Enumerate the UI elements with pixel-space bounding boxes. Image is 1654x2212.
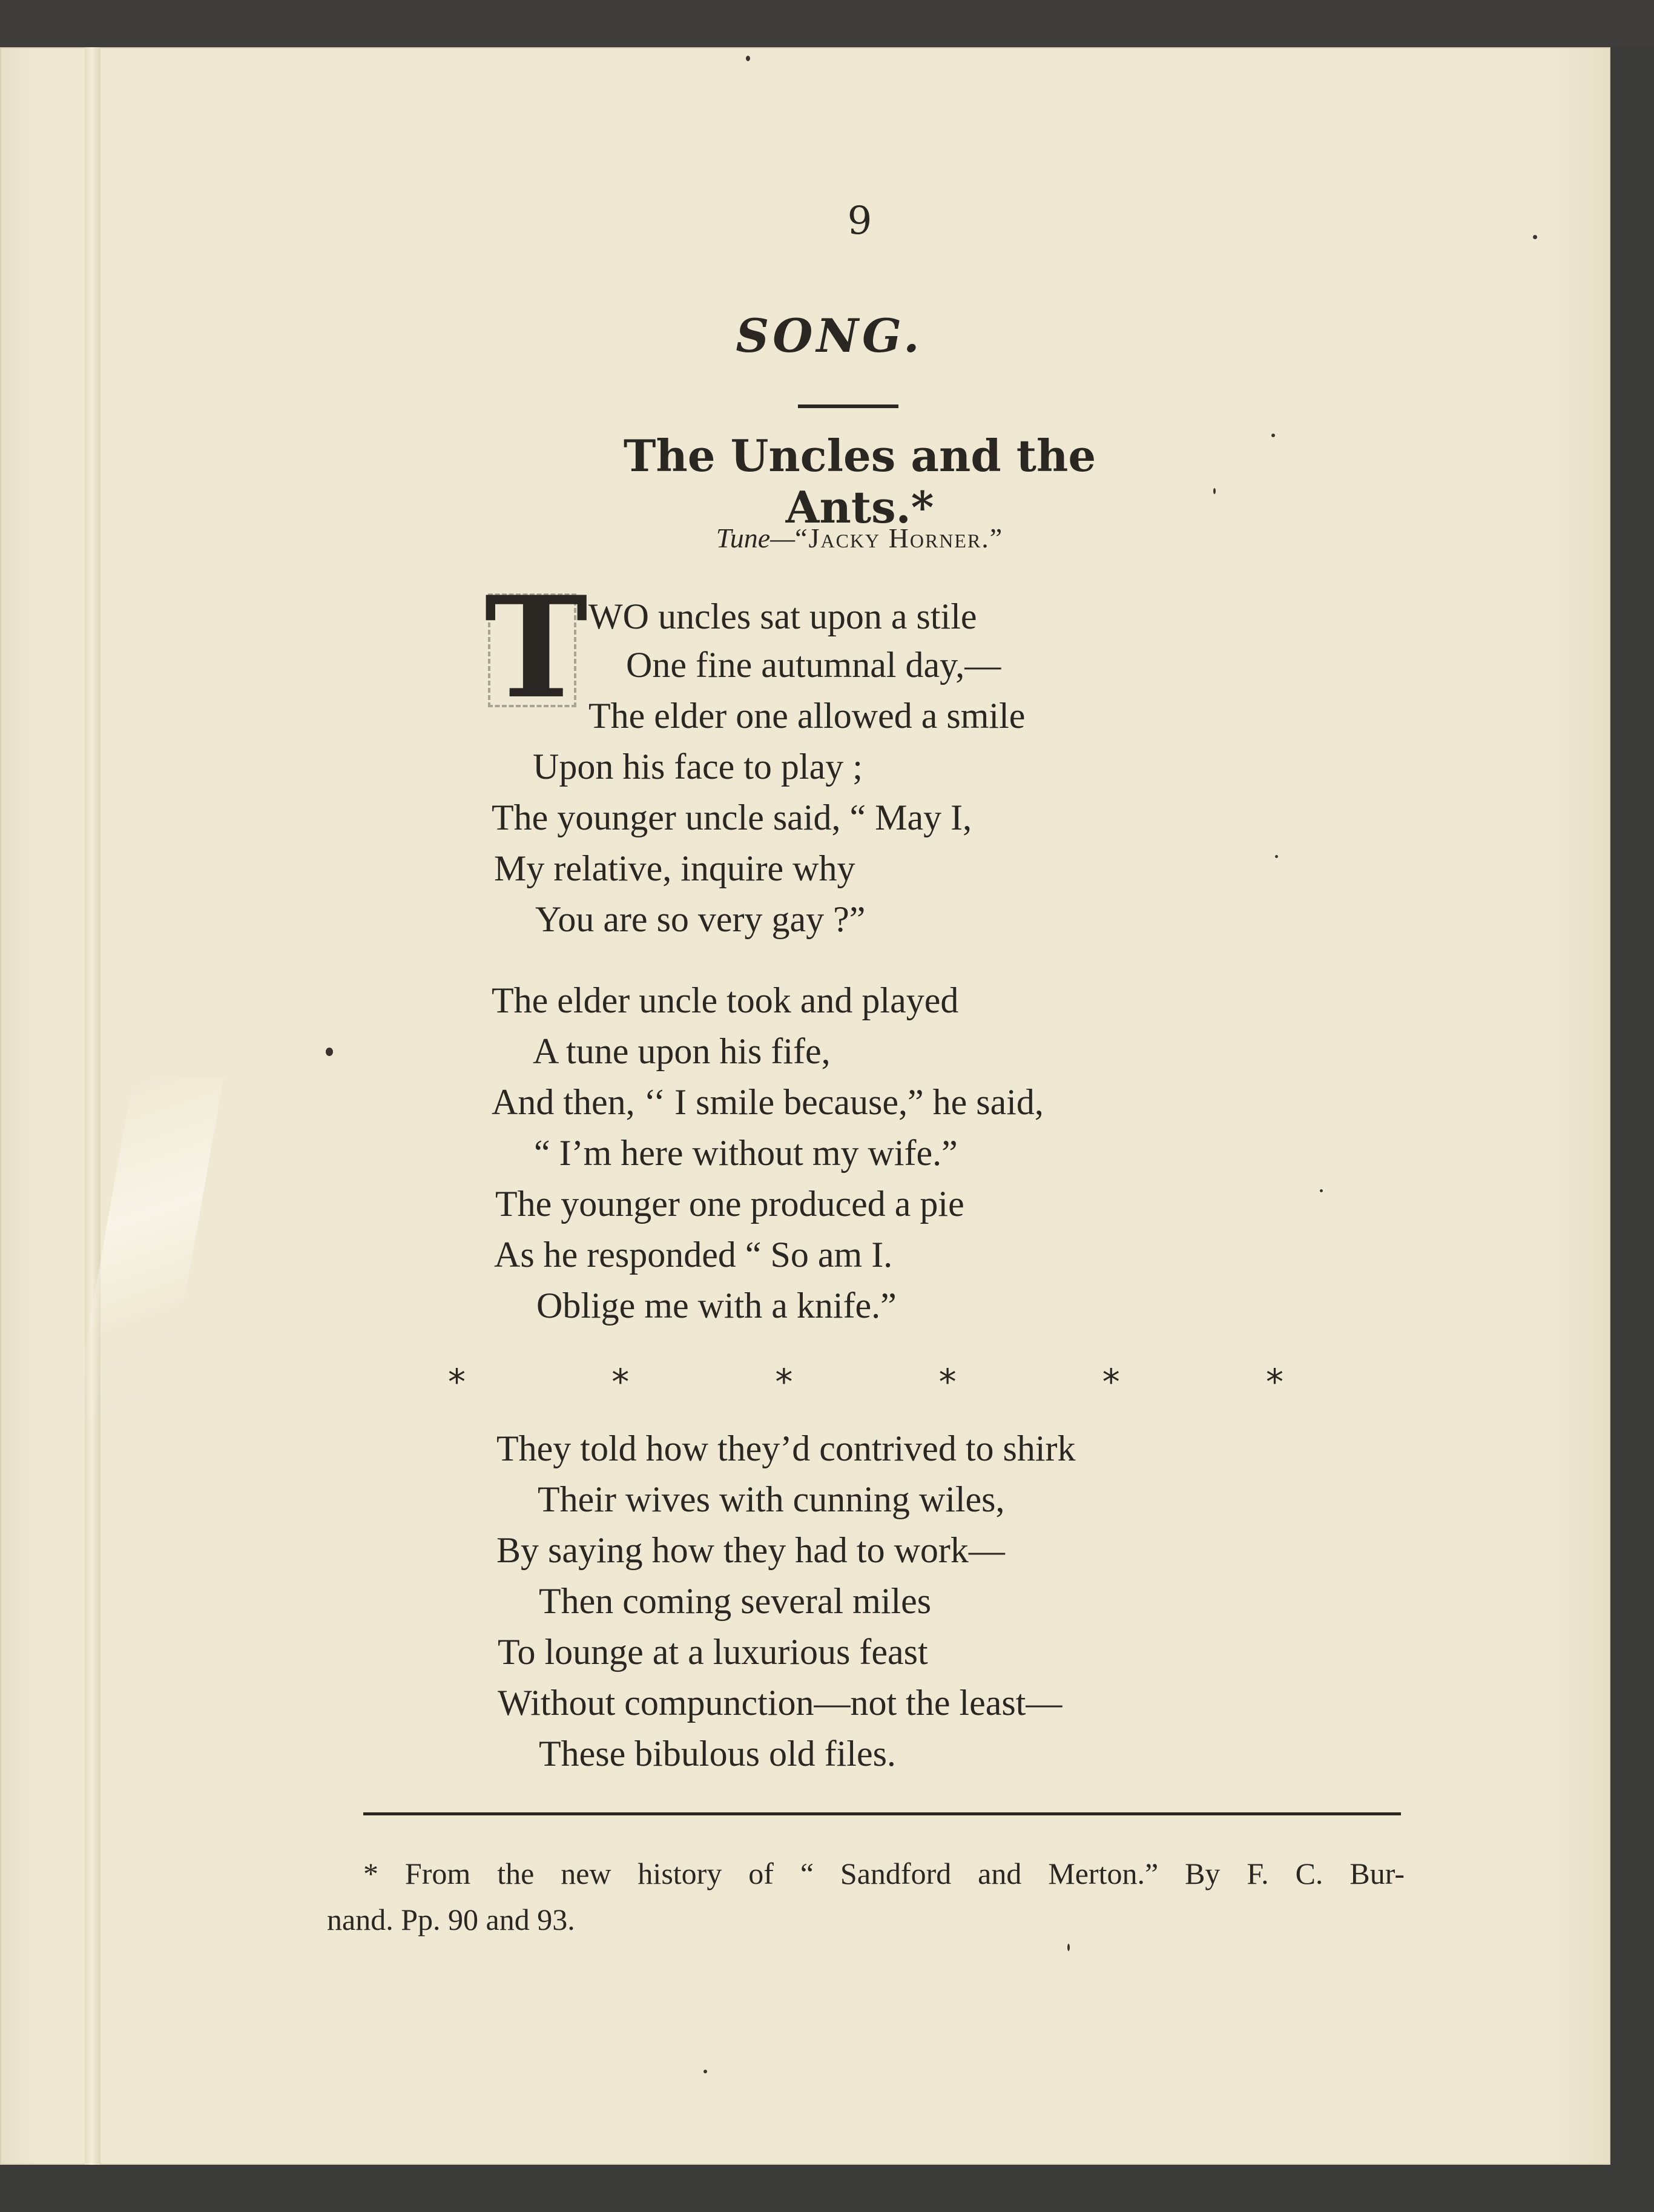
stanza3-line-7: These bibulous old files. <box>539 1734 896 1774</box>
page-number: 9 <box>847 199 872 243</box>
paper-speck <box>703 2070 707 2073</box>
paper-speck <box>1533 235 1537 239</box>
stanza1-line-6: My relative, inquire why <box>494 848 855 888</box>
stanza3-line-6: Without compunction—not the least— <box>498 1683 1063 1723</box>
stanza3-line-5: To lounge at a luxurious feast <box>498 1632 928 1672</box>
page-gutter <box>85 47 100 2165</box>
heading-rule <box>798 404 898 408</box>
stanza2-line-7: Oblige me with a knife.” <box>536 1286 897 1326</box>
tune-line <box>605 522 1114 554</box>
drop-cap: T <box>484 566 588 730</box>
tune-label: Tune— <box>716 523 796 553</box>
stanza1-line-4: Upon his face to play ; <box>533 747 863 787</box>
stanza2-line-2: A tune upon his fife, <box>533 1031 831 1071</box>
song-heading: SONG. <box>736 309 923 363</box>
separator-star: * <box>1265 1361 1283 1402</box>
stanza1-line-3: The elder one allowed a smile <box>588 696 1026 736</box>
stanza1-line-5: The younger uncle said, “ May I, <box>492 797 972 837</box>
footnote <box>327 1850 1405 1943</box>
book-cover-edge <box>0 0 1654 47</box>
separator-star: * <box>938 1361 957 1402</box>
paper-speck <box>746 56 750 61</box>
poem-title: The Uncles and the Ants.* <box>623 430 1096 533</box>
section-separator <box>448 1361 1283 1402</box>
stanza3-line-3: By saying how they had to work— <box>496 1530 1005 1570</box>
separator-star: * <box>448 1361 466 1402</box>
paper-speck <box>1213 488 1216 494</box>
footnote-line-2: nand. Pp. 90 and 93. <box>327 1903 575 1936</box>
separator-star: * <box>775 1361 793 1402</box>
paper-speck <box>326 1048 333 1056</box>
stanza1-line-7: You are so very gay ?” <box>535 899 866 939</box>
stanza2-line-5: The younger one produced a pie <box>495 1184 964 1224</box>
separator-star: * <box>611 1361 630 1402</box>
stanza1-line-2: One fine autumnal day,— <box>626 645 1001 685</box>
footnote-line-1: * From the new history of “ Sandford and Merton.” By F. C. Bur- <box>363 1857 1405 1890</box>
stanza2-line-3: And then, ‘‘ I smile because,” he said, <box>492 1082 1044 1122</box>
footnote-rule <box>363 1812 1401 1815</box>
paper-speck <box>1320 1189 1323 1192</box>
stanza3-line-2: Their wives with cunning wiles, <box>538 1479 1005 1519</box>
separator-star: * <box>1102 1361 1120 1402</box>
stanza3-line-1: They told how they’d contrived to shirk <box>496 1428 1076 1468</box>
stanza2-line-1: The elder uncle took and played <box>492 980 959 1020</box>
paper-speck <box>1275 855 1278 858</box>
paper-speck <box>1067 1944 1070 1951</box>
stanza2-line-6: As he responded “ So am I. <box>494 1235 893 1275</box>
paper-speck <box>1271 434 1275 437</box>
stanza1-line-1: WO uncles sat upon a stile <box>588 596 977 636</box>
tune-name: “Jacky Horner.” <box>795 523 1004 553</box>
stanza3-line-4: Then coming several miles <box>539 1581 932 1621</box>
stanza2-line-4: “ I’m here without my wife.” <box>534 1133 958 1173</box>
